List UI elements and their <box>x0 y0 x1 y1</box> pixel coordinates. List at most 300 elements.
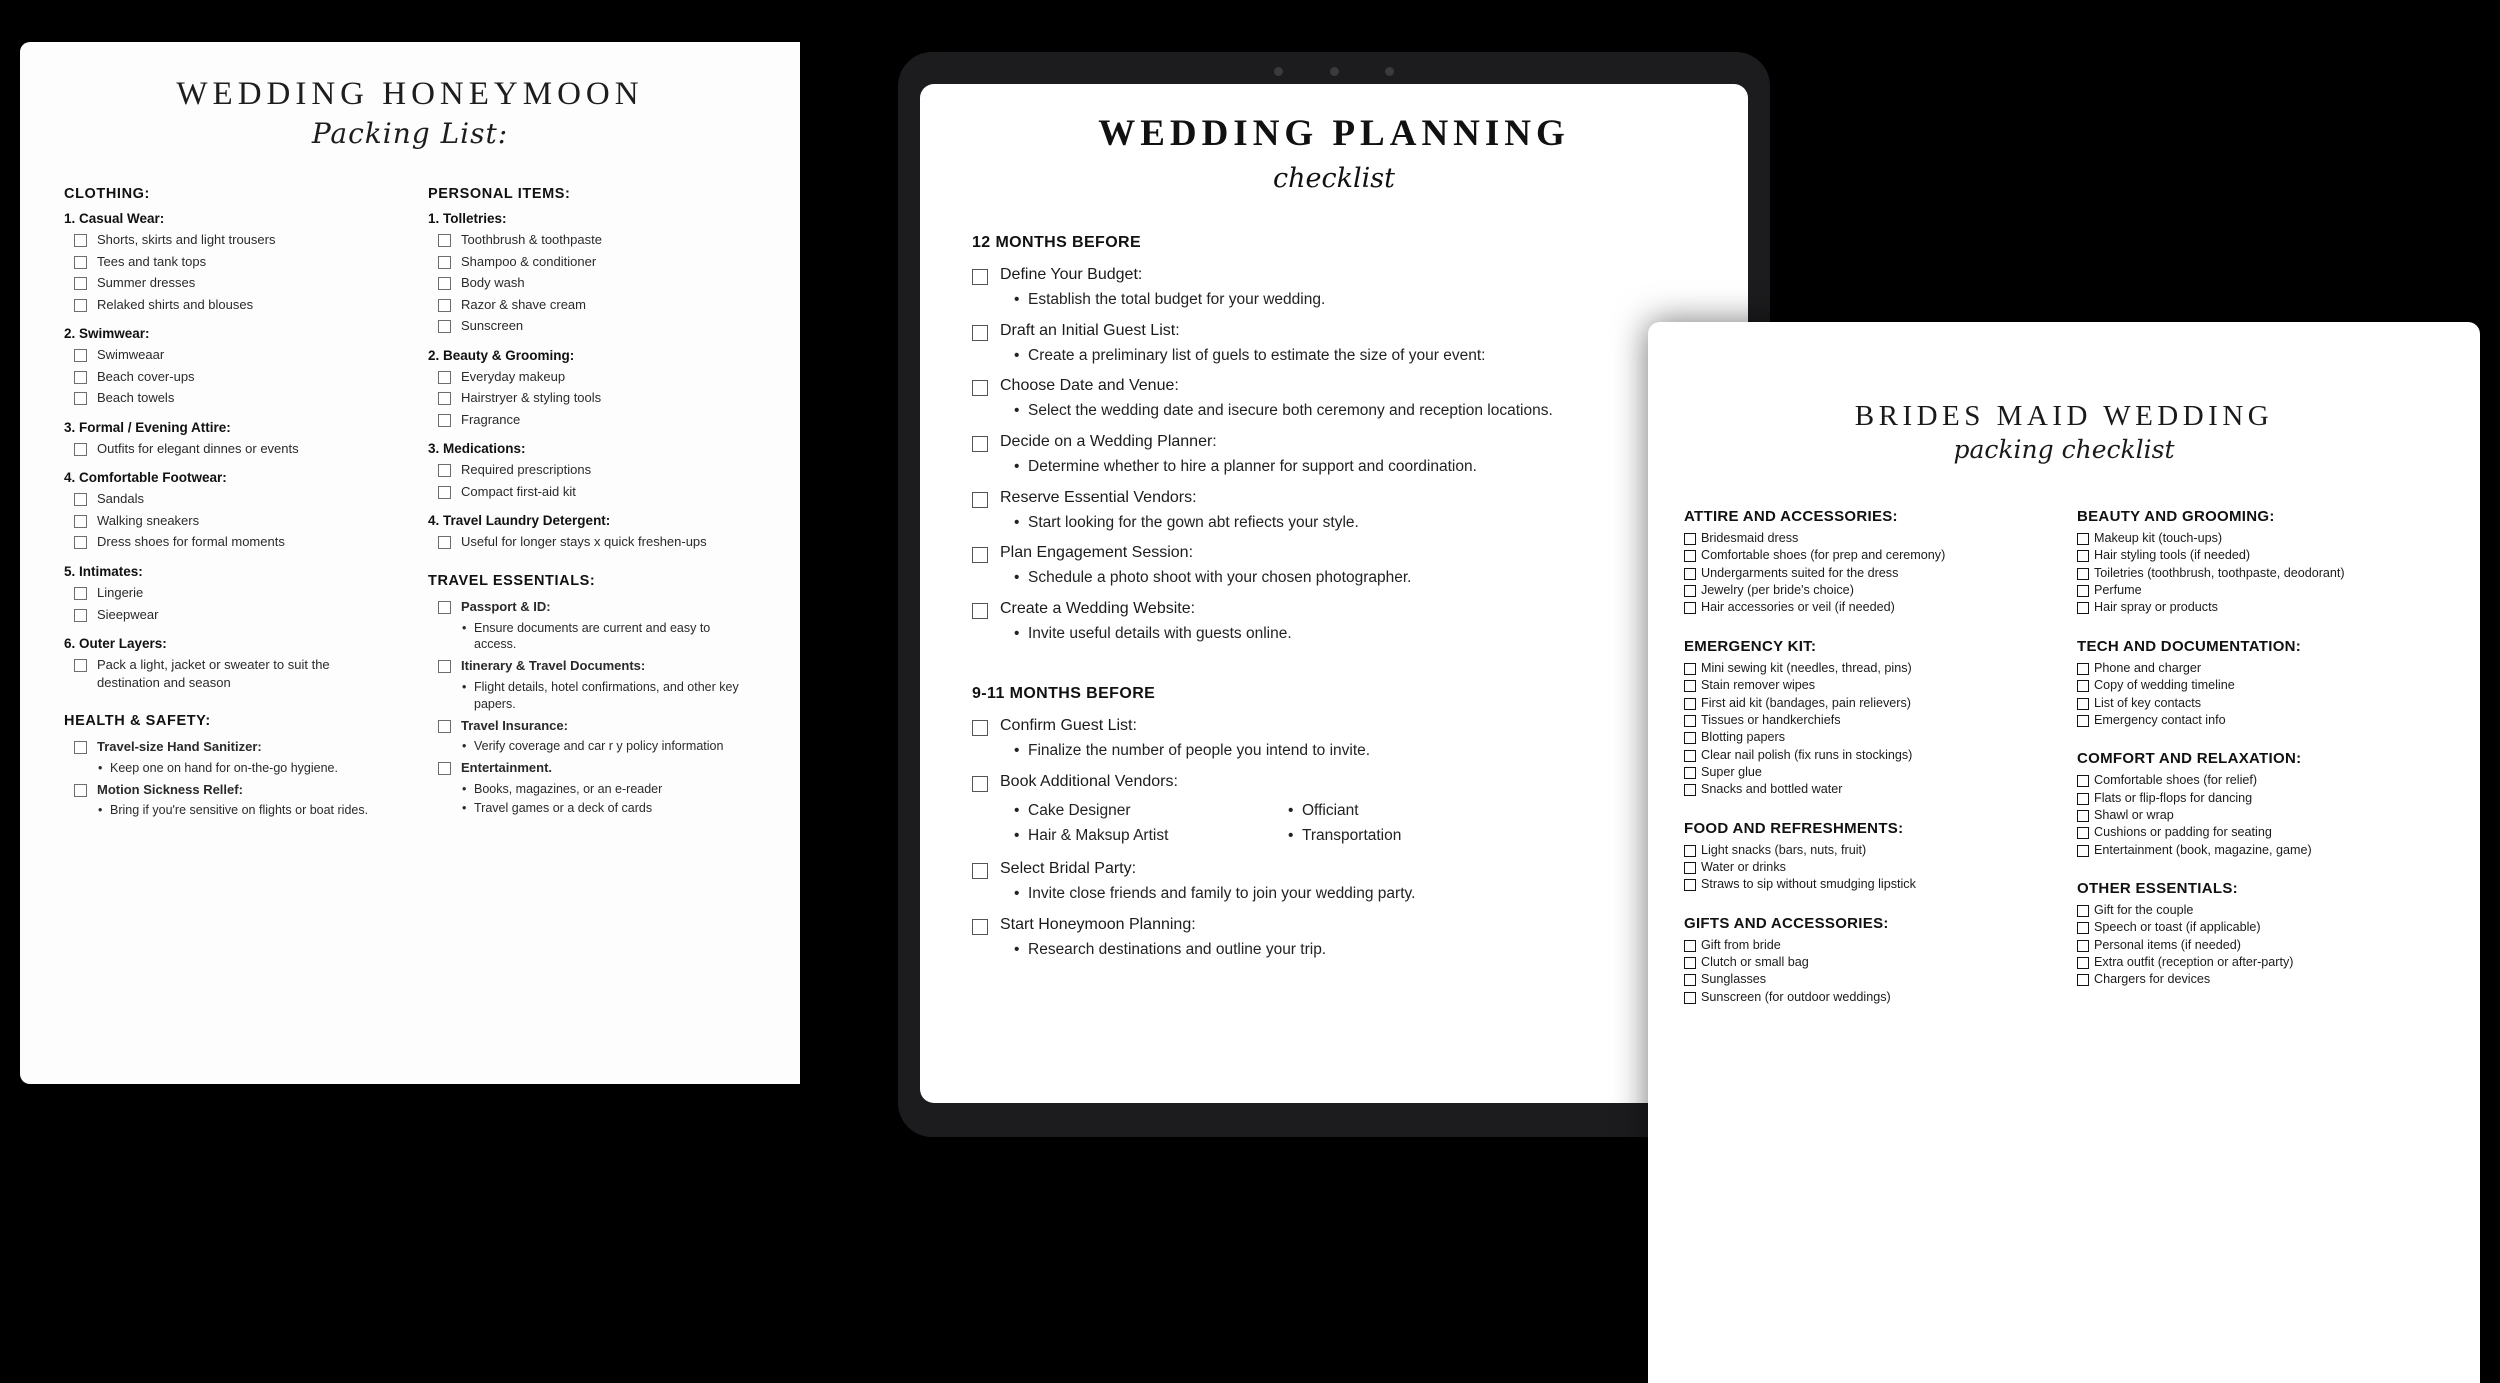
checklist-item-detail: • Keep one on hand for on-the-go hygiene. <box>98 760 392 777</box>
checkbox[interactable] <box>972 720 988 736</box>
checkbox[interactable] <box>1684 715 1696 727</box>
checklist-item[interactable] <box>438 231 756 249</box>
checkbox[interactable] <box>1684 550 1696 562</box>
checklist-item-label: Shorts, skirts and light trousers <box>97 232 276 247</box>
checklist-item-label: Hairstryer & styling tools <box>461 390 602 406</box>
checklist-item[interactable] <box>1684 530 2051 546</box>
checklist-item[interactable] <box>2077 565 2444 581</box>
group-heading: 4. Comfortable Footwear: <box>64 470 227 486</box>
checklist-item[interactable] <box>438 296 756 314</box>
checklist-item[interactable] <box>74 512 392 530</box>
checklist-item[interactable] <box>2077 971 2444 987</box>
checklist-item-label: Sunglasses <box>1701 972 1767 987</box>
checklist-item-detail: • Schedule a photo shoot with your chosen photographer. <box>1014 567 1696 589</box>
checkbox[interactable] <box>438 277 451 290</box>
checklist-item-detail: • Verify coverage and car r y policy information <box>462 738 756 755</box>
checklist-item[interactable] <box>972 717 1696 736</box>
checklist-item-label: Makeup kit (touch-ups) <box>2094 531 2223 545</box>
checklist-item-label: Hair accessories or veil (if needed) <box>1701 600 1895 615</box>
checklist-item-label: Light snacks (bars, nuts, fruit) <box>1701 842 1867 857</box>
checklist-item[interactable] <box>438 253 756 271</box>
checkbox[interactable] <box>1684 663 1696 675</box>
checkbox[interactable] <box>74 784 87 797</box>
checklist-item[interactable] <box>972 322 1696 341</box>
checklist-item-detail: • Invite useful details with guests online. <box>1014 623 1696 645</box>
checklist-item[interactable] <box>438 759 756 777</box>
bridesmaid-section-heading: COMFORT AND RELAXATION: <box>2077 750 2302 768</box>
checklist-item[interactable] <box>438 461 756 479</box>
checklist-item[interactable] <box>74 533 392 551</box>
checklist-item[interactable] <box>1684 565 2051 581</box>
checklist-item-label: Confirm Guest List: <box>1000 716 1137 734</box>
checklist-item-label: Passport & ID: <box>461 599 551 615</box>
checklist-item[interactable] <box>74 656 392 691</box>
checklist-item[interactable] <box>1684 876 2051 892</box>
section-heading-clothing: CLOTHING: <box>64 186 150 202</box>
group-heading: 3. Medications: <box>428 441 526 457</box>
checklist-item-label: Lingerie <box>97 585 144 601</box>
bridesmaid-section-heading: FOOD AND REFRESHMENTS: <box>1684 819 1904 837</box>
checklist-item-label: Compact first-aid kit <box>461 483 576 499</box>
checklist-item-label: Jewelry (per bride's choice) <box>1701 583 1854 598</box>
checkbox[interactable] <box>2077 550 2089 562</box>
checklist-item-detail: • Books, magazines, or an e-reader <box>462 781 756 798</box>
checkbox[interactable] <box>438 256 451 269</box>
checklist-item[interactable] <box>2077 530 2444 546</box>
checklist-item-label: Walking sneakers <box>97 512 200 528</box>
checklist-item[interactable] <box>972 377 1696 396</box>
bridesmaid-left-column <box>1684 508 2051 1006</box>
checklist-item-label: Undergarments suited for the dress <box>1701 565 1899 580</box>
checklist-item[interactable] <box>438 368 756 386</box>
group-heading: 2. Swimwear: <box>64 326 150 342</box>
checklist-item[interactable] <box>1684 937 2051 953</box>
honeymoon-subtitle: Packing List: <box>311 117 509 150</box>
checklist-item-label: Sieepwear <box>97 606 159 622</box>
checklist-item[interactable] <box>74 231 392 249</box>
checkbox[interactable] <box>2077 585 2089 597</box>
checklist-item[interactable] <box>972 600 1696 619</box>
checkbox[interactable] <box>74 536 87 549</box>
checklist-item-label: Toothbrush & toothpaste <box>461 232 602 247</box>
personal-items-groups <box>428 211 756 551</box>
honeymoon-left-column <box>64 186 392 822</box>
checklist-item-label: Choose Date and Venue: <box>1000 377 1179 395</box>
checklist-item[interactable] <box>1684 842 2051 858</box>
checkbox[interactable] <box>2077 845 2089 857</box>
checkbox[interactable] <box>74 443 87 456</box>
checklist-item[interactable] <box>1684 989 2051 1005</box>
honeymoon-packing-list-page <box>20 42 800 1084</box>
travel-essentials-groups <box>428 598 756 817</box>
checkbox[interactable] <box>438 371 451 384</box>
checklist-item-label: Phone and charger <box>2094 660 2202 675</box>
group-heading: 6. Outer Layers: <box>64 636 167 652</box>
checklist-item-detail: • Start looking for the gown abt refiects your style. <box>1014 512 1696 534</box>
checkbox[interactable] <box>2077 663 2089 675</box>
checklist-item[interactable] <box>972 266 1696 285</box>
checkbox[interactable] <box>438 601 451 614</box>
checklist-item[interactable] <box>2077 902 2444 918</box>
checklist-item-detail: • Select the wedding date and isecure both ceremony and reception locations. <box>1014 400 1696 422</box>
checklist-item[interactable] <box>438 657 756 675</box>
checklist-item[interactable] <box>74 440 392 458</box>
checklist-item-label: Beach cover-ups <box>97 368 195 384</box>
checkbox[interactable] <box>74 277 87 290</box>
checkbox[interactable] <box>438 536 451 549</box>
checklist-item[interactable] <box>1684 764 2051 780</box>
checklist-item-label: Itinerary & Travel Documents: <box>461 658 646 674</box>
checklist-item-detail: • Establish the total budget for your wedding. <box>1014 289 1696 311</box>
health-safety-groups <box>64 738 392 819</box>
checklist-item-label: Sandals <box>97 491 144 507</box>
checkbox[interactable] <box>972 269 988 285</box>
sensor-icon <box>1330 67 1339 76</box>
checklist-item-label: Travel-size Hand Sanitizer: <box>97 739 262 755</box>
tablet-device <box>898 52 1770 1137</box>
checkbox[interactable] <box>438 762 451 775</box>
checklist-item[interactable] <box>1684 971 2051 987</box>
checkbox[interactable] <box>2077 827 2089 839</box>
checklist-item-label: First aid kit (bandages, pain relievers) <box>1701 695 1911 710</box>
checkbox[interactable] <box>74 515 87 528</box>
checklist-item[interactable] <box>2077 660 2444 676</box>
checklist-item-label: Hair spray or products <box>2094 600 2218 615</box>
checkbox[interactable] <box>438 299 451 312</box>
checklist-item[interactable] <box>2077 842 2444 858</box>
checkbox[interactable] <box>74 493 87 506</box>
checklist-item[interactable] <box>1684 695 2051 711</box>
checklist-item-label: Toiletries (toothbrush, toothpaste, deodorant) <box>2094 565 2345 580</box>
checkbox[interactable] <box>972 436 988 452</box>
checklist-item[interactable] <box>2077 599 2444 615</box>
checklist-item[interactable] <box>74 389 392 407</box>
checklist-item-detail: • Officiant <box>1288 800 1562 822</box>
checklist-item-detail: • Cake Designer <box>1014 800 1288 822</box>
checklist-item-label: Start Honeymoon Planning: <box>1000 915 1196 933</box>
checklist-item[interactable] <box>74 296 392 314</box>
bridesmaid-section-heading: EMERGENCY KIT: <box>1684 637 1817 655</box>
speaker-icon <box>1385 67 1394 76</box>
checklist-item[interactable] <box>2077 677 2444 693</box>
checklist-item-label: Hair styling tools (if needed) <box>2094 548 2251 563</box>
checklist-item[interactable] <box>972 773 1696 792</box>
checklist-item[interactable] <box>1684 747 2051 763</box>
checkbox[interactable] <box>972 603 988 619</box>
checklist-item[interactable] <box>2077 712 2444 728</box>
checklist-item-detail-columns <box>1014 796 1696 849</box>
checkbox[interactable] <box>1684 698 1696 710</box>
bridesmaid-section-heading: TECH AND DOCUMENTATION: <box>2077 637 2302 655</box>
checklist-item-label: Reserve Essential Vendors: <box>1000 488 1197 506</box>
checklist-item-detail: • Research destinations and outline your trip. <box>1014 939 1696 961</box>
checkbox[interactable] <box>438 414 451 427</box>
group-heading: 3. Formal / Evening Attire: <box>64 419 231 435</box>
section-heading-health-safety: HEALTH & SAFETY: <box>64 713 211 730</box>
checkbox[interactable] <box>438 234 451 247</box>
honeymoon-right-column <box>428 186 756 822</box>
planning-section-heading: 9-11 MONTHS BEFORE <box>972 684 1156 702</box>
checklist-item-label: Create a Wedding Website: <box>1000 600 1196 618</box>
checklist-item-label: Comfortable shoes (for prep and ceremony) <box>1701 548 1946 563</box>
checklist-item-label: Stain remover wipes <box>1701 678 1816 693</box>
checklist-item[interactable] <box>438 483 756 501</box>
checklist-item-label: Sunscreen (for outdoor weddings) <box>1701 989 1891 1004</box>
checklist-item[interactable] <box>2077 937 2444 953</box>
checklist-item-label: Water or drinks <box>1701 860 1786 875</box>
checkbox[interactable] <box>2077 940 2089 952</box>
checklist-item[interactable] <box>2077 954 2444 970</box>
checkbox[interactable] <box>74 392 87 405</box>
checklist-item-detail: • Ensure documents are current and easy to access. <box>462 620 756 654</box>
checkbox[interactable] <box>74 659 87 672</box>
checklist-item-label: Draft an Initial Guest List: <box>1000 321 1180 339</box>
checklist-item[interactable] <box>972 433 1696 452</box>
checklist-item[interactable] <box>1684 547 2051 563</box>
checklist-item[interactable] <box>2077 772 2444 788</box>
checklist-item[interactable] <box>1684 781 2051 797</box>
checkbox[interactable] <box>438 660 451 673</box>
section-heading-travel-essentials: TRAVEL ESSENTIALS: <box>428 573 596 590</box>
checklist-item-label: Select Bridal Party: <box>1000 859 1137 877</box>
checkbox[interactable] <box>2077 922 2089 934</box>
checklist-item-label: Emergency contact info <box>2094 712 2226 727</box>
checklist-item-detail: • Bring if you're sensitive on flights or boat rides. <box>98 802 392 819</box>
checklist-item[interactable] <box>972 916 1696 935</box>
checklist-item[interactable] <box>438 274 756 292</box>
checklist-item[interactable] <box>438 533 756 551</box>
checkbox[interactable] <box>972 547 988 563</box>
checkbox[interactable] <box>74 587 87 600</box>
checklist-item[interactable] <box>2077 824 2444 840</box>
checkbox[interactable] <box>2077 715 2089 727</box>
checklist-item-label: Extra outfit (reception or after-party) <box>2094 955 2294 970</box>
checklist-item[interactable] <box>1684 954 2051 970</box>
checklist-item[interactable] <box>74 253 392 271</box>
planning-section-heading: 12 MONTHS BEFORE <box>972 234 1142 251</box>
checklist-item[interactable] <box>972 544 1696 563</box>
checklist-item[interactable] <box>972 489 1696 508</box>
checkbox[interactable] <box>1684 992 1696 1004</box>
checklist-item[interactable] <box>74 368 392 386</box>
checklist-item[interactable] <box>2077 582 2444 598</box>
checkbox[interactable] <box>972 919 988 935</box>
checkbox[interactable] <box>2077 810 2089 822</box>
checkbox[interactable] <box>1684 957 1696 969</box>
checklist-item-label: Relaked shirts and blouses <box>97 296 254 312</box>
checklist-item-label: Summer dresses <box>97 275 196 291</box>
checkbox[interactable] <box>2077 974 2089 986</box>
checkbox[interactable] <box>1684 585 1696 597</box>
checklist-item-label: Comfortable shoes (for relief) <box>2094 773 2258 788</box>
checklist-item-label: Gift from bride <box>1701 937 1781 952</box>
checklist-item[interactable] <box>74 274 392 292</box>
checklist-item[interactable] <box>438 317 756 335</box>
checkbox[interactable] <box>972 492 988 508</box>
planning-sections <box>972 234 1696 960</box>
checklist-item-label: Clear nail polish (fix runs in stockings) <box>1701 747 1913 762</box>
checklist-item-label: Beach towels <box>97 390 175 406</box>
checklist-item[interactable] <box>74 346 392 364</box>
bridesmaid-title: BRIDES MAID WEDDING <box>1854 400 2274 432</box>
bridesmaid-section-heading: BEAUTY AND GROOMING: <box>2077 508 2275 525</box>
planning-title: WEDDING PLANNING <box>1098 113 1570 154</box>
camera-icon <box>1274 67 1283 76</box>
checkbox[interactable] <box>438 464 451 477</box>
checklist-item[interactable] <box>438 717 756 735</box>
checklist-item[interactable] <box>74 781 392 799</box>
checkbox[interactable] <box>74 349 87 362</box>
checklist-item-label: Travel Insurance: <box>461 717 568 733</box>
checklist-item-label: Perfume <box>2094 583 2142 598</box>
checklist-item-label: Straws to sip without smudging lipstick <box>1701 877 1916 892</box>
checklist-item[interactable] <box>2077 790 2444 806</box>
checklist-item[interactable] <box>1684 859 2051 875</box>
checkbox[interactable] <box>1684 568 1696 580</box>
checklist-item-label: Swimweaar <box>97 347 165 363</box>
checkbox[interactable] <box>74 609 87 622</box>
checklist-item[interactable] <box>438 411 756 429</box>
group-heading: 4. Travel Laundry Detergent: <box>428 513 611 529</box>
checkbox[interactable] <box>2077 905 2089 917</box>
checkbox[interactable] <box>1684 974 1696 986</box>
checklist-item-label: Motion Sickness Rellef: <box>97 781 243 797</box>
checklist-item[interactable] <box>972 860 1696 879</box>
detail-column <box>1288 796 1562 849</box>
checklist-item-label: Shampoo & conditioner <box>461 253 597 269</box>
checklist-item[interactable] <box>74 606 392 624</box>
checklist-item-label: Mini sewing kit (needles, thread, pins) <box>1701 660 1912 675</box>
section-heading-personal-items: PERSONAL ITEMS: <box>428 186 571 202</box>
checklist-item-detail: • Transportation <box>1288 825 1562 847</box>
checkbox[interactable] <box>2077 602 2089 614</box>
checkbox[interactable] <box>1684 750 1696 762</box>
checkbox[interactable] <box>74 741 87 754</box>
checklist-item-label: Gift for the couple <box>2094 903 2194 918</box>
checklist-item[interactable] <box>2077 919 2444 935</box>
checkbox[interactable] <box>74 371 87 384</box>
checklist-item[interactable] <box>74 738 392 756</box>
bridesmaid-section-heading: ATTIRE AND ACCESSORIES: <box>1684 508 1898 525</box>
checklist-item-label: Tees and tank tops <box>97 253 207 269</box>
checkbox[interactable] <box>438 392 451 405</box>
bridesmaid-right-column <box>2077 508 2444 1006</box>
checkbox[interactable] <box>1684 784 1696 796</box>
honeymoon-title: WEDDING HONEYMOON <box>176 76 644 112</box>
checklist-item-label: Dress shoes for formal moments <box>97 534 285 550</box>
checkbox[interactable] <box>2077 793 2089 805</box>
group-heading: 5. Intimates: <box>64 564 143 580</box>
checkbox[interactable] <box>2077 957 2089 969</box>
checkbox[interactable] <box>1684 767 1696 779</box>
checkbox[interactable] <box>2077 775 2089 787</box>
checkbox[interactable] <box>74 234 87 247</box>
checklist-item[interactable] <box>2077 695 2444 711</box>
checklist-item-label: Cushions or padding for seating <box>2094 825 2272 840</box>
checklist-item-label: Copy of wedding timeline <box>2094 678 2235 693</box>
checkbox[interactable] <box>1684 879 1696 891</box>
checkbox[interactable] <box>1684 862 1696 874</box>
checkbox[interactable] <box>1684 602 1696 614</box>
checklist-item-label: Everyday makeup <box>461 368 566 384</box>
checklist-item[interactable] <box>2077 547 2444 563</box>
checklist-item[interactable] <box>1684 712 2051 728</box>
checklist-item-label: Shawl or wrap <box>2094 807 2174 822</box>
checklist-item-label: Entertainment (book, magazine, game) <box>2094 842 2312 857</box>
checklist-item-label: Body wash <box>461 275 525 291</box>
checklist-item-label: Outfits for elegant dinnes or events <box>97 440 299 456</box>
checklist-item[interactable] <box>1684 677 2051 693</box>
checkbox[interactable] <box>2077 568 2089 580</box>
checklist-item[interactable] <box>438 389 756 407</box>
checkbox[interactable] <box>972 380 988 396</box>
checkbox[interactable] <box>74 256 87 269</box>
checklist-item[interactable] <box>1684 582 2051 598</box>
checklist-item-label: Sunscreen <box>461 318 524 334</box>
group-heading: 2. Beauty & Grooming: <box>428 347 575 363</box>
checklist-item-detail: • Travel games or a deck of cards <box>462 800 756 817</box>
checkbox[interactable] <box>2077 533 2089 545</box>
detail-column <box>1014 796 1288 849</box>
checklist-item-label: Bridesmaid dress <box>1701 531 1799 545</box>
checklist-item-label: Entertainment. <box>461 760 553 776</box>
checkbox[interactable] <box>438 720 451 733</box>
checkbox[interactable] <box>74 299 87 312</box>
checklist-item-label: Book Additional Vendors: <box>1000 772 1178 790</box>
bridesmaid-section-heading: OTHER ESSENTIALS: <box>2077 880 2238 898</box>
checklist-item-label: Fragrance <box>461 411 521 427</box>
checkbox[interactable] <box>972 863 988 879</box>
group-heading: 1. Tolletries: <box>428 211 507 226</box>
checklist-item-label: Tissues or handkerchiefs <box>1701 712 1841 727</box>
checklist-item-detail: • Hair & Maksup Artist <box>1014 825 1288 847</box>
checkbox[interactable] <box>438 320 451 333</box>
clothing-groups <box>64 211 392 691</box>
checklist-item-label: Plan Engagement Session: <box>1000 544 1194 562</box>
checklist-item[interactable] <box>1684 729 2051 745</box>
planning-subtitle: checklist <box>1273 163 1395 194</box>
checkbox[interactable] <box>1684 732 1696 744</box>
checklist-item-label: List of key contacts <box>2094 695 2202 710</box>
checklist-item-label: Decide on a Wedding Planner: <box>1000 433 1217 451</box>
checklist-item[interactable] <box>438 598 756 616</box>
checkbox[interactable] <box>2077 698 2089 710</box>
checklist-item[interactable] <box>1684 660 2051 676</box>
checklist-item-detail: • Determine whether to hire a planner for support and coordination. <box>1014 456 1696 478</box>
checkbox[interactable] <box>1684 680 1696 692</box>
checkbox[interactable] <box>1684 845 1696 857</box>
checklist-item[interactable] <box>74 490 392 508</box>
checkbox[interactable] <box>972 325 988 341</box>
checkbox[interactable] <box>1684 940 1696 952</box>
checklist-item-label: Razor & shave cream <box>461 296 586 312</box>
checklist-item-label: Useful for longer stays x quick freshen-ups <box>461 534 707 550</box>
checklist-item-detail: • Invite close friends and family to join your wedding party. <box>1014 883 1696 905</box>
checklist-item-label: Chargers for devices <box>2094 972 2211 987</box>
checklist-item-detail: • Finalize the number of people you intend to invite. <box>1014 740 1696 762</box>
checklist-item[interactable] <box>74 584 392 602</box>
checkbox[interactable] <box>1684 533 1696 545</box>
checklist-item[interactable] <box>1684 599 2051 615</box>
checklist-item-detail: • Flight details, hotel confirmations, and other key papers. <box>462 679 756 713</box>
checkbox[interactable] <box>2077 680 2089 692</box>
checklist-item-label: Flats or flip-flops for dancing <box>2094 790 2253 805</box>
checklist-item-label: Personal items (if needed) <box>2094 937 2241 952</box>
checklist-item[interactable] <box>2077 807 2444 823</box>
tablet-camera-row <box>1274 64 1394 78</box>
checkbox[interactable] <box>438 486 451 499</box>
checkbox[interactable] <box>972 776 988 792</box>
